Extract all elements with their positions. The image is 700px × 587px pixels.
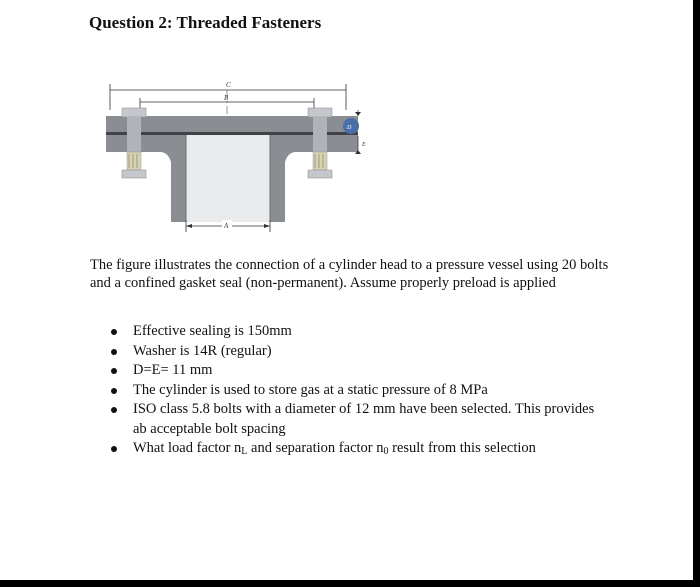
subscript-0: 0	[383, 446, 389, 457]
question-part: and separation factor n	[247, 440, 384, 456]
list-item: The cylinder is used to store gas at a static pressure of 8 MPa	[108, 381, 598, 401]
question-title: Question 2: Threaded Fasteners	[89, 13, 322, 32]
given-list	[108, 322, 598, 462]
vessel-interior	[186, 135, 270, 222]
label-b: B	[224, 94, 229, 102]
flange-bolt-figure	[100, 70, 380, 242]
question-part: What load factor n	[133, 440, 242, 456]
list-item: Effective sealing is 150mm	[108, 322, 598, 342]
list-item: ISO class 5.8 bolts with a diameter of 12 mm have been selected. This provides ab acceptable bolt spacing	[108, 400, 598, 439]
label-a: A	[224, 222, 229, 230]
list-item: D=E= 11 mm	[108, 361, 598, 381]
subscript-l: L	[241, 446, 248, 457]
question-part: result from this selection	[388, 440, 536, 456]
problem-description: The figure illustrates the connection of a cylinder head to a pressure vessel using 20 bolts and a confined gasket seal (non-permanent). Assume properly preload is applied	[90, 257, 609, 291]
list-item-question	[108, 439, 598, 462]
label-e: E	[362, 142, 366, 148]
label-c: C	[226, 81, 231, 89]
label-d: D	[347, 125, 352, 131]
list-item: Washer is 14R (regular)	[108, 342, 598, 362]
